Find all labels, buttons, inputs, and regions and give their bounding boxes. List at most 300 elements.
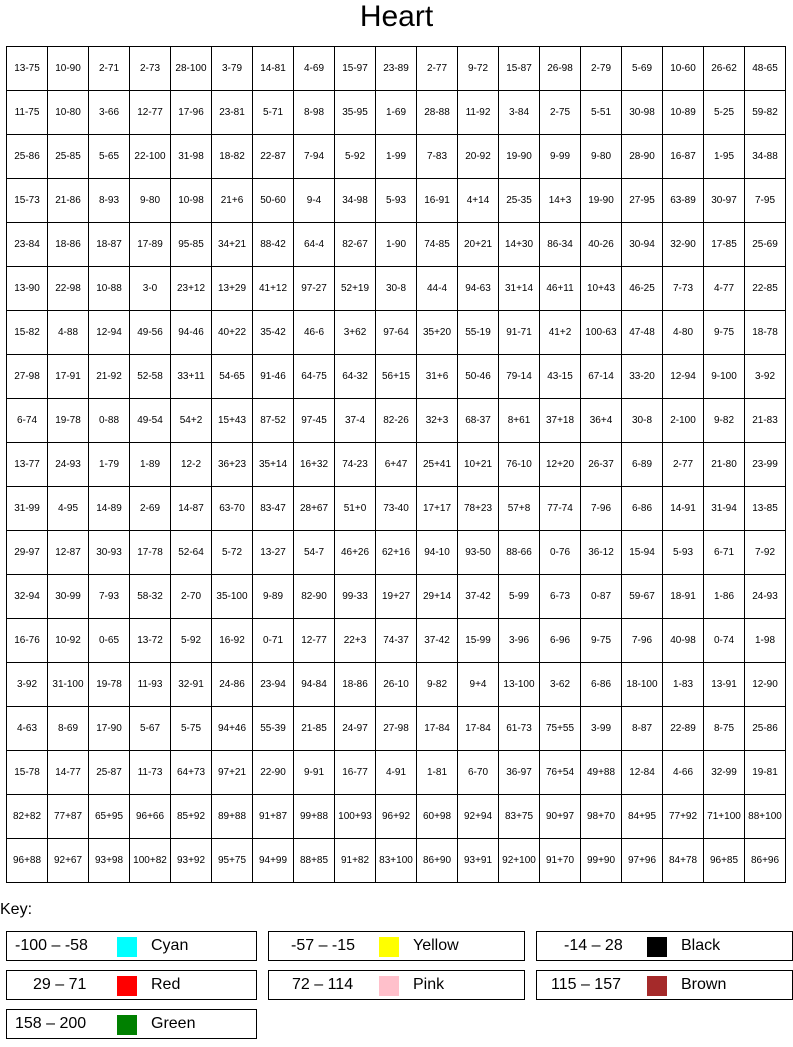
grid-cell: 17-90 [89,707,130,751]
grid-cell: 0-87 [581,575,622,619]
grid-cell: 41+12 [253,267,294,311]
grid-cell: 25-86 [745,707,786,751]
grid-cell: 91+70 [540,839,581,883]
color-swatch [647,937,667,957]
grid-cell: 2-69 [130,487,171,531]
grid-cell: 7-73 [663,267,704,311]
puzzle-grid [6,46,786,883]
grid-cell: 37-42 [417,619,458,663]
grid-cell: 13+29 [212,267,253,311]
grid-cell: 2-70 [171,575,212,619]
grid-cell: 2-75 [540,91,581,135]
grid-cell: 24-93 [745,575,786,619]
grid-cell: 21-83 [745,399,786,443]
grid-cell: 16+32 [294,443,335,487]
grid-cell: 57+8 [499,487,540,531]
grid-cell: 12-84 [622,751,663,795]
grid-cell: 86+90 [417,839,458,883]
grid-cell: 32-94 [7,575,48,619]
grid-cell: 1-89 [130,443,171,487]
grid-cell: 49-54 [130,399,171,443]
grid-cell: 16-77 [335,751,376,795]
grid-cell: 15-78 [7,751,48,795]
grid-cell: 1-99 [376,135,417,179]
grid-cell: 61-73 [499,707,540,751]
grid-cell: 86-34 [540,223,581,267]
grid-cell: 77+92 [663,795,704,839]
grid-cell: 97-27 [294,267,335,311]
grid-cell: 60+98 [417,795,458,839]
grid-cell: 10-89 [663,91,704,135]
grid-cell: 22-90 [253,751,294,795]
grid-row [7,619,786,663]
grid-cell: 13-72 [130,619,171,663]
grid-cell: 25-85 [48,135,89,179]
grid-cell: 5-99 [499,575,540,619]
grid-cell: 44-4 [417,267,458,311]
grid-cell: 14+30 [499,223,540,267]
grid-cell: 4-63 [7,707,48,751]
grid-cell: 92+67 [48,839,89,883]
color-swatch [379,937,399,957]
grid-cell: 82-67 [335,223,376,267]
grid-cell: 76-10 [499,443,540,487]
grid-cell: 1-81 [417,751,458,795]
grid-cell: 7-96 [581,487,622,531]
key-color-name: Green [151,1015,196,1032]
grid-cell: 1-83 [663,663,704,707]
grid-row [7,795,786,839]
grid-cell: 10+21 [458,443,499,487]
grid-cell: 86+96 [745,839,786,883]
grid-cell: 51+0 [335,487,376,531]
grid-cell: 30-93 [89,531,130,575]
grid-cell: 3-79 [212,47,253,91]
grid-cell: 4-77 [704,267,745,311]
grid-cell: 98+70 [581,795,622,839]
grid-cell: 97+96 [622,839,663,883]
grid-cell: 23-99 [745,443,786,487]
grid-cell: 90+97 [540,795,581,839]
grid-cell: 91-46 [253,355,294,399]
grid-cell: 13-75 [7,47,48,91]
grid-cell: 82-26 [376,399,417,443]
grid-cell: 21-92 [89,355,130,399]
grid-cell: 76+54 [540,751,581,795]
grid-cell: 8-93 [89,179,130,223]
grid-cell: 7-95 [745,179,786,223]
key-range: -14 – 28 [564,937,623,954]
grid-cell: 6-74 [7,399,48,443]
grid-cell: 19-81 [745,751,786,795]
grid-row [7,267,786,311]
grid-cell: 28-90 [622,135,663,179]
grid-cell: 2-100 [663,399,704,443]
key-color-name: Yellow [413,937,459,954]
grid-cell: 17-84 [417,707,458,751]
grid-cell: 22-89 [663,707,704,751]
grid-cell: 52+19 [335,267,376,311]
grid-cell: 35-100 [212,575,253,619]
grid-cell: 63-70 [212,487,253,531]
grid-cell: 15+43 [212,399,253,443]
grid-row [7,135,786,179]
key-item-brown [536,970,793,1000]
grid-cell: 99+90 [581,839,622,883]
grid-cell: 12-94 [89,311,130,355]
grid-cell: 97-64 [376,311,417,355]
grid-cell: 8-87 [622,707,663,751]
grid-cell: 40-98 [663,619,704,663]
grid-cell: 9-4 [294,179,335,223]
grid-cell: 49-56 [130,311,171,355]
grid-cell: 77+87 [48,795,89,839]
grid-cell: 82-90 [294,575,335,619]
grid-cell: 10-88 [89,267,130,311]
grid-cell: 62+16 [376,531,417,575]
grid-cell: 23+12 [171,267,212,311]
grid-cell: 24-86 [212,663,253,707]
grid-cell: 4-69 [294,47,335,91]
grid-cell: 18-100 [622,663,663,707]
grid-cell: 30-94 [622,223,663,267]
grid-cell: 94-84 [294,663,335,707]
grid-cell: 50-60 [253,179,294,223]
grid-cell: 99-33 [335,575,376,619]
grid-cell: 32-91 [171,663,212,707]
key-item-black [536,931,793,961]
grid-cell: 18-86 [48,223,89,267]
grid-cell: 8-75 [704,707,745,751]
page-title: Heart [359,0,434,33]
key-range: -100 – -58 [15,937,88,954]
grid-cell: 25-69 [745,223,786,267]
grid-cell: 9-82 [417,663,458,707]
grid-cell: 36+23 [212,443,253,487]
grid-cell: 26-10 [376,663,417,707]
grid-cell: 17-78 [130,531,171,575]
grid-cell: 68-37 [458,399,499,443]
grid-cell: 3-92 [745,355,786,399]
grid-cell: 10+43 [581,267,622,311]
grid-cell: 95-85 [171,223,212,267]
grid-cell: 4-66 [663,751,704,795]
grid-cell: 19-78 [48,399,89,443]
grid-cell: 9-82 [704,399,745,443]
grid-cell: 93-50 [458,531,499,575]
grid-cell: 13-100 [499,663,540,707]
grid-cell: 14-77 [48,751,89,795]
grid-cell: 12-87 [48,531,89,575]
grid-cell: 4-88 [48,311,89,355]
grid-cell: 6-71 [704,531,745,575]
grid-cell: 6-96 [540,619,581,663]
grid-row [7,575,786,619]
key-label: Key: [0,901,33,918]
grid-cell: 13-90 [7,267,48,311]
grid-cell: 100-63 [581,311,622,355]
grid-cell: 43-15 [540,355,581,399]
grid-cell: 2-79 [581,47,622,91]
grid-cell: 4-95 [48,487,89,531]
grid-cell: 6-86 [581,663,622,707]
grid-cell: 17-85 [704,223,745,267]
grid-cell: 5-72 [212,531,253,575]
key-item-green [6,1009,257,1039]
grid-cell: 7-92 [745,531,786,575]
grid-cell: 2-73 [130,47,171,91]
grid-cell: 37-42 [458,575,499,619]
grid-cell: 12-90 [745,663,786,707]
grid-cell: 1-90 [376,223,417,267]
grid-cell: 9-75 [704,311,745,355]
grid-cell: 9-99 [540,135,581,179]
color-swatch [117,976,137,996]
grid-cell: 15-87 [499,47,540,91]
grid-cell: 18-82 [212,135,253,179]
grid-cell: 12-94 [663,355,704,399]
grid-cell: 31-99 [7,487,48,531]
grid-cell: 20+21 [458,223,499,267]
grid-cell: 9-72 [458,47,499,91]
grid-cell: 3-0 [130,267,171,311]
grid-cell: 31-94 [704,487,745,531]
grid-cell: 54+2 [171,399,212,443]
grid-cell: 84+78 [663,839,704,883]
key-color-name: Pink [413,976,445,993]
grid-cell: 5-93 [376,179,417,223]
grid-cell: 30-8 [622,399,663,443]
grid-cell: 14+3 [540,179,581,223]
grid-cell: 7-93 [89,575,130,619]
key-item-cyan [6,931,257,961]
grid-cell: 82+82 [7,795,48,839]
grid-cell: 16-87 [663,135,704,179]
grid-row [7,707,786,751]
grid-cell: 35+14 [253,443,294,487]
grid-cell: 83+75 [499,795,540,839]
grid-cell: 17-84 [458,707,499,751]
grid-cell: 37-4 [335,399,376,443]
grid-cell: 40+22 [212,311,253,355]
grid-cell: 0-88 [89,399,130,443]
grid-cell: 9-89 [253,575,294,619]
grid-row [7,47,786,91]
key-color-name: Cyan [151,937,189,954]
grid-cell: 0-71 [253,619,294,663]
grid-cell: 97+21 [212,751,253,795]
grid-cell: 19-90 [581,179,622,223]
grid-cell: 91-71 [499,311,540,355]
grid-cell: 30-99 [48,575,89,619]
grid-cell: 97-45 [294,399,335,443]
grid-cell: 5-69 [622,47,663,91]
grid-cell: 84+95 [622,795,663,839]
grid-cell: 22-98 [48,267,89,311]
grid-cell: 19-78 [89,663,130,707]
grid-cell: 2-77 [663,443,704,487]
grid-cell: 10-90 [48,47,89,91]
grid-cell: 22-85 [745,267,786,311]
grid-cell: 26-37 [581,443,622,487]
grid-cell: 7-94 [294,135,335,179]
grid-cell: 46-25 [622,267,663,311]
grid-cell: 8+61 [499,399,540,443]
grid-cell: 63-89 [663,179,704,223]
grid-cell: 54-65 [212,355,253,399]
grid-cell: 17-89 [130,223,171,267]
grid-cell: 83-47 [253,487,294,531]
grid-cell: 34+21 [212,223,253,267]
grid-cell: 74-85 [417,223,458,267]
color-swatch [117,937,137,957]
grid-cell: 3-99 [581,707,622,751]
grid-cell: 18-86 [335,663,376,707]
grid-cell: 55-39 [253,707,294,751]
grid-cell: 31-100 [48,663,89,707]
grid-cell: 13-85 [745,487,786,531]
grid-cell: 17-96 [171,91,212,135]
grid-cell: 1-95 [704,135,745,179]
grid-cell: 14-91 [663,487,704,531]
grid-cell: 55-19 [458,311,499,355]
grid-cell: 31+6 [417,355,458,399]
key-item-yellow [268,931,525,961]
grid-cell: 93+92 [171,839,212,883]
grid-cell: 13-77 [7,443,48,487]
grid-cell: 16-92 [212,619,253,663]
grid-cell: 27-98 [376,707,417,751]
grid-cell: 22-100 [130,135,171,179]
grid-cell: 11-93 [130,663,171,707]
key-range: 158 – 200 [15,1015,87,1032]
grid-row [7,663,786,707]
grid-cell: 13-91 [704,663,745,707]
grid-cell: 92+100 [499,839,540,883]
grid-cell: 64+73 [171,751,212,795]
grid-cell: 27-98 [7,355,48,399]
grid-row [7,531,786,575]
grid-cell: 92+94 [458,795,499,839]
grid-cell: 19+27 [376,575,417,619]
grid-cell: 89+88 [212,795,253,839]
grid-cell: 5-71 [253,91,294,135]
grid-cell: 36-12 [581,531,622,575]
grid-cell: 14-87 [171,487,212,531]
grid-cell: 26-98 [540,47,581,91]
grid-cell: 94-10 [417,531,458,575]
grid-cell: 25-86 [7,135,48,179]
grid-cell: 65+95 [89,795,130,839]
grid-cell: 16-91 [417,179,458,223]
grid-row [7,223,786,267]
grid-cell: 19-90 [499,135,540,179]
grid-cell: 94+46 [212,707,253,751]
grid-cell: 49+88 [581,751,622,795]
grid-cell: 7-96 [622,619,663,663]
grid-cell: 9-75 [581,619,622,663]
grid-cell: 94+99 [253,839,294,883]
grid-cell: 11-75 [7,91,48,135]
grid-row [7,487,786,531]
grid-cell: 29-97 [7,531,48,575]
key-color-name: Brown [681,976,727,993]
grid-cell: 24-97 [335,707,376,751]
grid-cell: 64-75 [294,355,335,399]
grid-cell: 16-76 [7,619,48,663]
grid-cell: 28-100 [171,47,212,91]
grid-cell: 91+82 [335,839,376,883]
grid-cell: 0-65 [89,619,130,663]
grid-cell: 9-80 [581,135,622,179]
grid-cell: 2-77 [417,47,458,91]
grid-cell: 46+11 [540,267,581,311]
grid-cell: 32+3 [417,399,458,443]
grid-cell: 67-14 [581,355,622,399]
grid-cell: 29+14 [417,575,458,619]
grid-cell: 56+15 [376,355,417,399]
grid-cell: 9-91 [294,751,335,795]
grid-cell: 3-62 [540,663,581,707]
grid-cell: 88-66 [499,531,540,575]
grid-cell: 21-85 [294,707,335,751]
grid-cell: 26-62 [704,47,745,91]
key-color-name: Red [151,976,181,993]
grid-cell: 32-99 [704,751,745,795]
grid-row [7,179,786,223]
grid-cell: 58-32 [130,575,171,619]
grid-cell: 88+85 [294,839,335,883]
grid-cell: 31-98 [171,135,212,179]
grid-cell: 33-20 [622,355,663,399]
key-color-name: Black [681,937,721,954]
grid-cell: 35-95 [335,91,376,135]
grid-cell: 46-6 [294,311,335,355]
grid-cell: 12+20 [540,443,581,487]
grid-cell: 96+88 [7,839,48,883]
grid-cell: 1-98 [745,619,786,663]
grid-cell: 54-7 [294,531,335,575]
grid-cell: 25+41 [417,443,458,487]
color-swatch [379,976,399,996]
grid-cell: 4-80 [663,311,704,355]
grid-cell: 50-46 [458,355,499,399]
key-item-red [6,970,257,1000]
grid-cell: 24-93 [48,443,89,487]
grid-cell: 48-65 [745,47,786,91]
grid-cell: 88+100 [745,795,786,839]
grid-cell: 88-42 [253,223,294,267]
key-range: 115 – 157 [551,976,621,993]
grid-cell: 87-52 [253,399,294,443]
grid-cell: 5-75 [171,707,212,751]
grid-cell: 5-65 [89,135,130,179]
grid-cell: 10-60 [663,47,704,91]
grid-cell: 3-66 [89,91,130,135]
grid-cell: 8-98 [294,91,335,135]
grid-cell: 25-87 [89,751,130,795]
grid-cell: 30-97 [704,179,745,223]
grid-cell: 4+14 [458,179,499,223]
grid-cell: 28-88 [417,91,458,135]
grid-cell: 15-82 [7,311,48,355]
grid-cell: 3-96 [499,619,540,663]
grid-cell: 35+20 [417,311,458,355]
grid-cell: 20-92 [458,135,499,179]
grid-row [7,839,786,883]
grid-cell: 21+6 [212,179,253,223]
grid-row [7,443,786,487]
